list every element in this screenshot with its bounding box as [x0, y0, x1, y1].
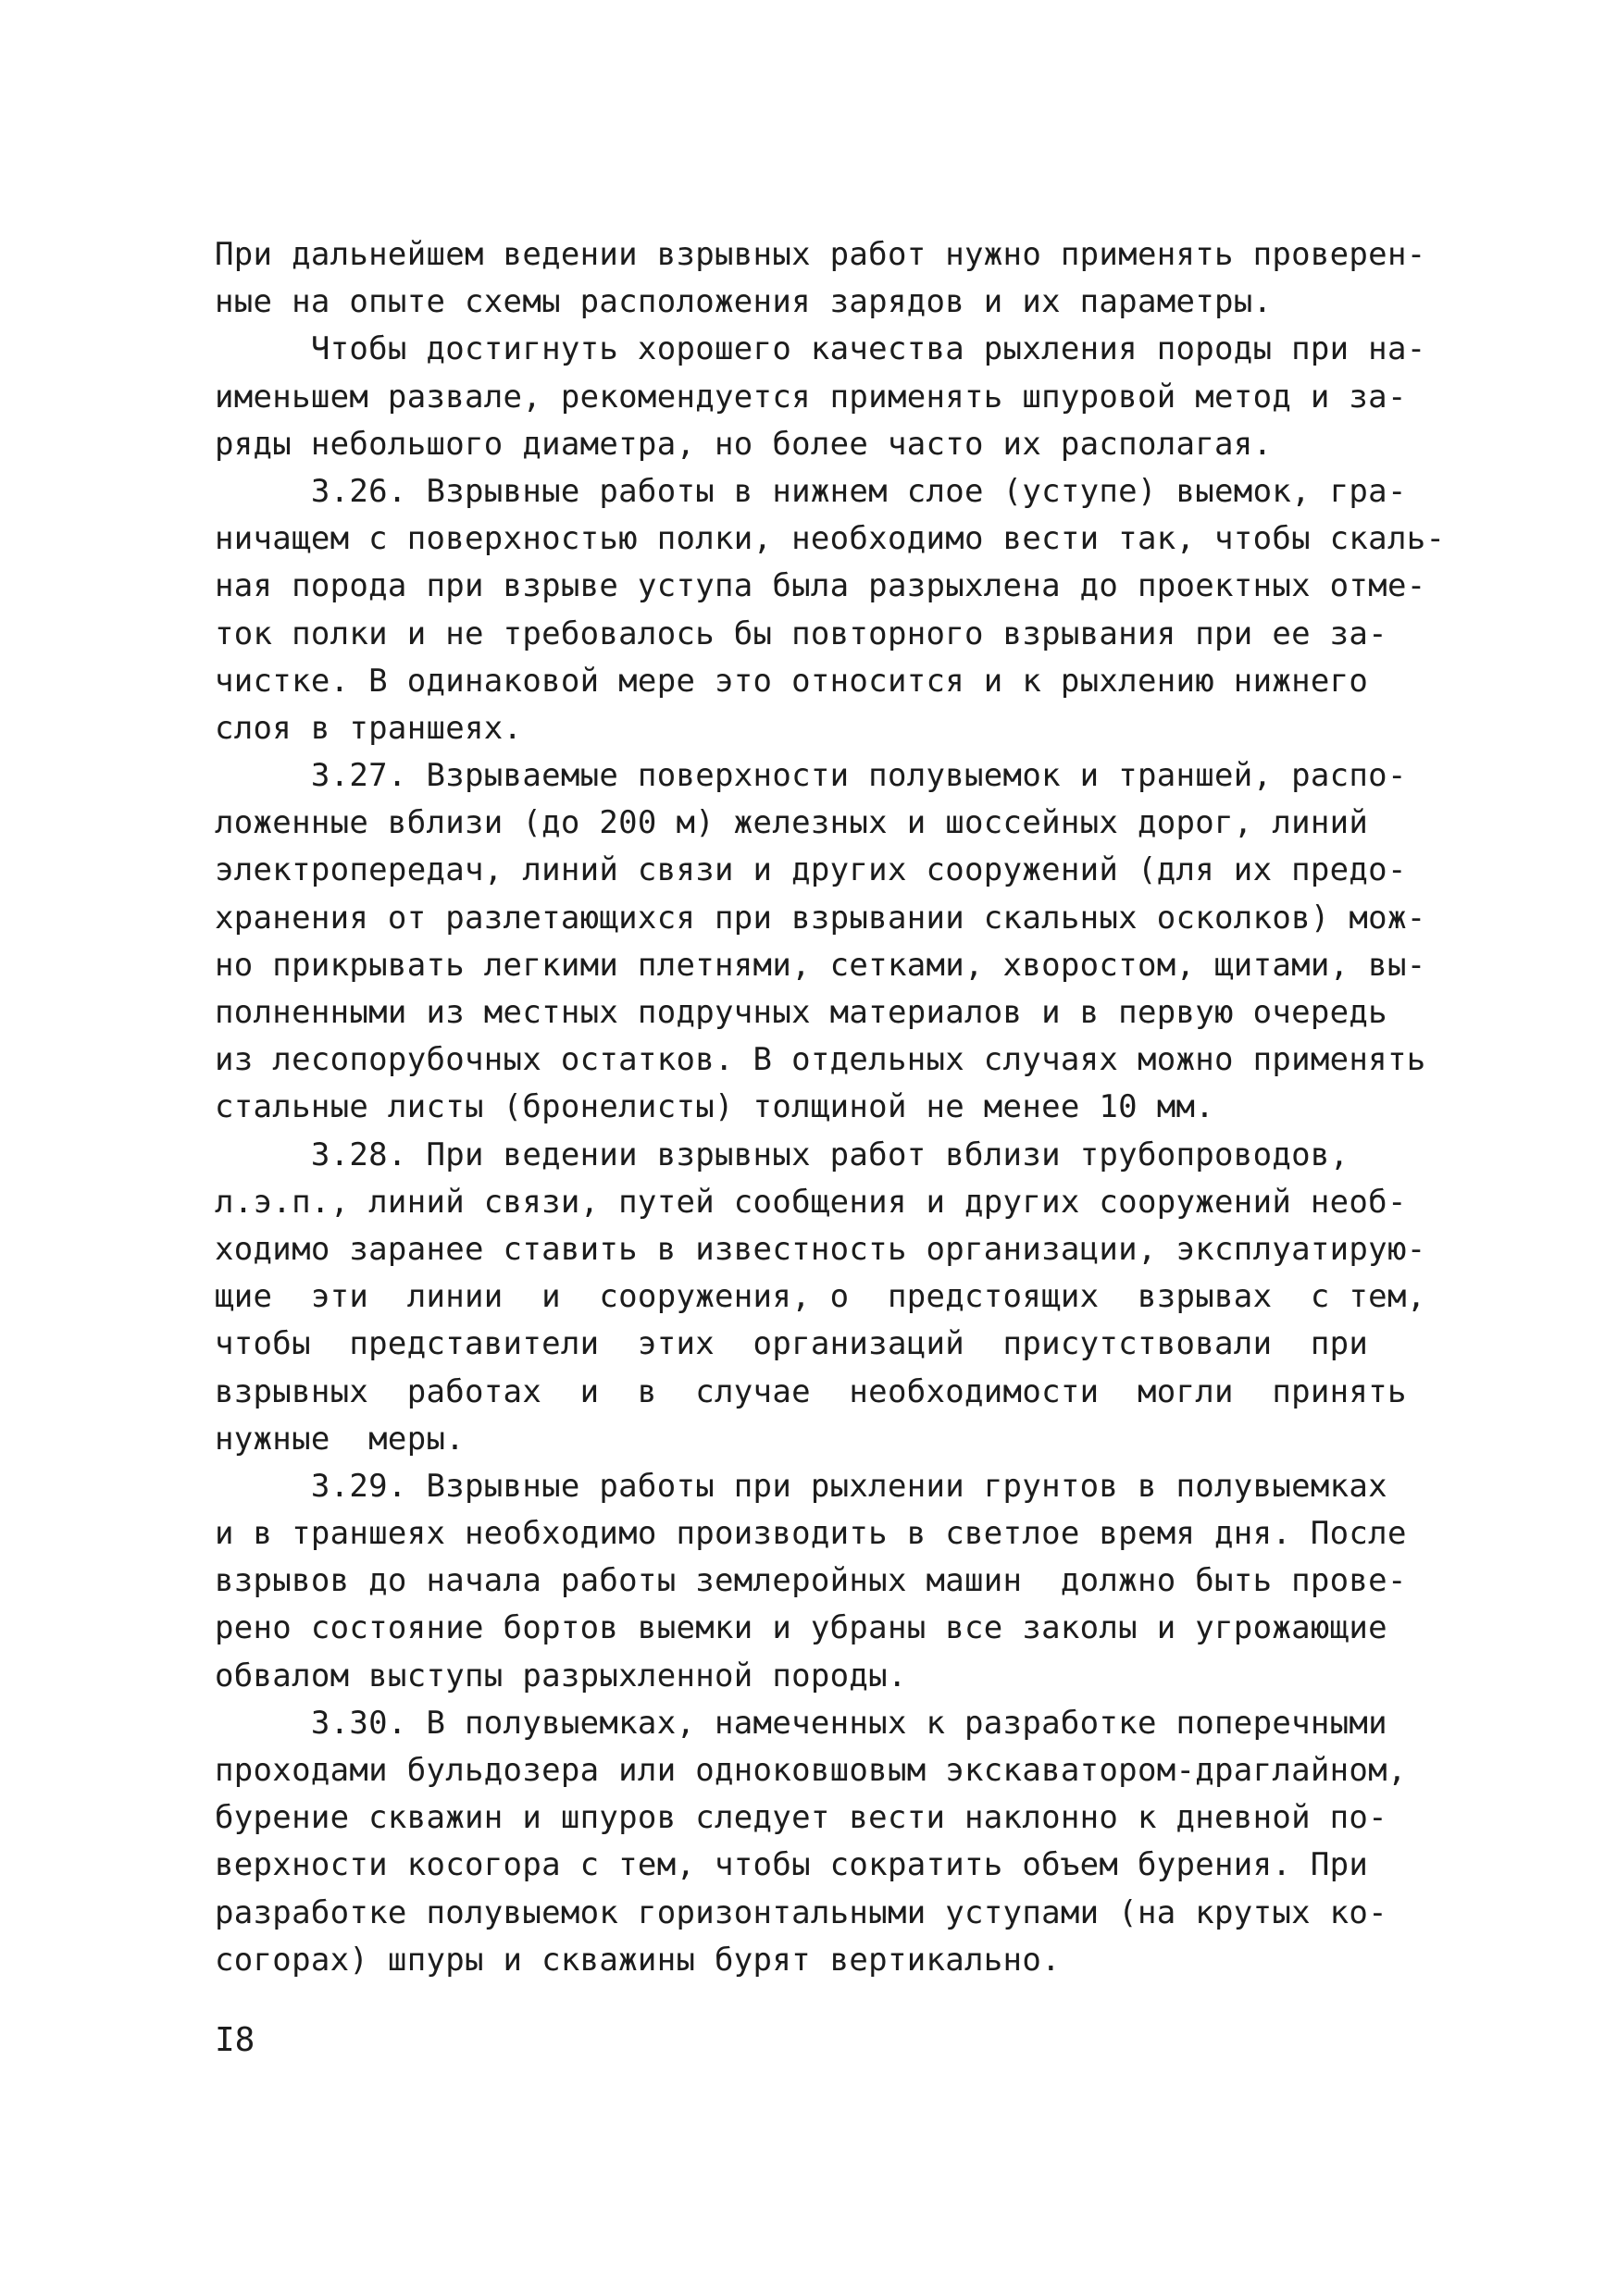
text-line: и в траншеях необходимо производить в светлое время дня. После [215, 1515, 1407, 1553]
text-line: разработке полувыемок горизонтальными уступами (на крутых ко- [215, 1893, 1387, 1931]
text-line: но прикрывать легкими плетнями, сетками, хворостом, щитами, вы- [215, 946, 1426, 984]
text-line: из лесопорубочных остатков. В отдельных случаях можно применять [215, 1041, 1426, 1079]
text-line: нужные меры. [215, 1420, 466, 1458]
text-line: При дальнейшем ведении взрывных работ нужно применять проверен- [215, 236, 1426, 273]
text-line: чтобы представители этих организаций присутствовали при [215, 1325, 1369, 1363]
text-line: бурение скважин и шпуров следует вести наклонно к дневной по- [215, 1799, 1387, 1837]
text-line: ток полки и не требовалось бы повторного взрывания при ее за- [215, 614, 1387, 652]
text-line: ходимо заранее ставить в известность организации, эксплуатирую- [215, 1230, 1426, 1268]
text-line: обвалом выступы разрыхленной породы. [215, 1657, 907, 1694]
text-line: полненными из местных подручных материалов и в первую очередь [215, 994, 1387, 1031]
text-line: верхности косогора с тем, чтобы сократить объем бурения. При [215, 1846, 1369, 1884]
text-line: ряды небольшого диаметра, но более часто их располагая. [215, 425, 1273, 463]
text-line: 3.27. Взрываемые поверхности полувыемок и траншей, распо- [215, 757, 1407, 795]
text-line: стальные листы (бронелисты) толщиной не менее 10 мм. [215, 1088, 1215, 1126]
text-line: взрывных работах и в случае необходимости могли принять [215, 1372, 1407, 1410]
text-line: именьшем развале, рекомендуется применять шпуровой метод и за- [215, 378, 1407, 416]
text-line: ная порода при взрыве уступа была разрыхлена до проектных отме- [215, 567, 1426, 605]
text-line: хранения от разлетающихся при взрывании скальных осколков) мож- [215, 899, 1426, 937]
text-line: рено состояние бортов выемки и убраны все заколы и угрожающие [215, 1609, 1387, 1647]
text-line: согорах) шпуры и скважины бурят вертикально. [215, 1941, 1061, 1979]
text-line: электропередач, линий связи и других сооружений (для их предо- [215, 851, 1407, 889]
text-line: 3.26. Взрывные работы в нижнем слое (уступе) выемок, гра- [215, 472, 1407, 510]
text-line: Чтобы достигнуть хорошего качества рыхления породы при на- [215, 330, 1426, 368]
text-line: ничащем с поверхностью полки, необходимо вести так, чтобы скаль- [215, 520, 1446, 558]
text-line: ные на опыте схемы расположения зарядов и их параметры. [215, 283, 1273, 321]
text-line: 3.28. При ведении взрывных работ вблизи трубопроводов, [215, 1136, 1350, 1173]
text-line: чистке. В одинаковой мере это относится и к рыхлению нижнего [215, 662, 1369, 700]
page-number: I8 [215, 2021, 255, 2059]
text-line: л.э.п., линий связи, путей сообщения и других сооружений необ- [215, 1183, 1407, 1221]
text-line: ложенные вблизи (до 200 м) железных и шоссейных дорог, линий [215, 804, 1369, 842]
text-line: щие эти линии и сооружения, о предстоящих взрывах с тем, [215, 1278, 1426, 1316]
document-body [215, 231, 1446, 1984]
text-line: взрывов до начала работы землеройных машин должно быть прове- [215, 1562, 1407, 1600]
text-line: слоя в траншеях. [215, 709, 523, 747]
text-line: проходами бульдозера или одноковшовым экскаватором-драглайном, [215, 1752, 1407, 1789]
text-line: 3.29. Взрывные работы при рыхлении грунтов в полувыемках [215, 1467, 1387, 1505]
text-line: 3.30. В полувыемках, намеченных к разработке поперечными [215, 1704, 1387, 1742]
